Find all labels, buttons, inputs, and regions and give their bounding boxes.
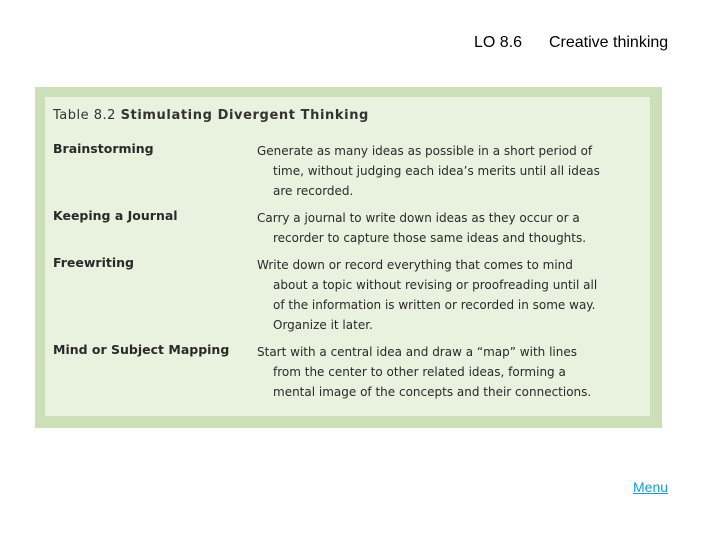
table-image-frame bbox=[35, 87, 662, 428]
table-label: Table 8.2 bbox=[53, 108, 116, 123]
row-term: Freewriting bbox=[53, 255, 134, 270]
row-definition bbox=[257, 342, 637, 402]
row-term: Mind or Subject Mapping bbox=[53, 342, 230, 357]
definition-line: Generate as many ideas as possible in a short period of bbox=[257, 144, 593, 158]
divergent-thinking-table bbox=[45, 97, 650, 416]
definition-line: of the information is written or recorded in some way. bbox=[273, 298, 596, 312]
definition-line: are recorded. bbox=[273, 184, 354, 198]
table-title: Stimulating Divergent Thinking bbox=[120, 108, 369, 123]
definition-line: Start with a central idea and draw a “map” with lines bbox=[257, 345, 577, 359]
slide-header bbox=[0, 34, 720, 56]
definition-line: Organize it later. bbox=[273, 318, 373, 332]
row-definition bbox=[257, 208, 637, 248]
definition-line: time, without judging each idea’s merits until all ideas bbox=[273, 164, 600, 178]
slide-title: Creative thinking bbox=[549, 34, 669, 51]
table-heading bbox=[53, 108, 369, 123]
definition-line: about a topic without revising or proofreading until all bbox=[273, 278, 598, 292]
definition-line: from the center to other related ideas, forming a bbox=[273, 365, 566, 379]
learning-objective: LO 8.6 bbox=[474, 34, 523, 51]
row-definition bbox=[257, 255, 637, 335]
menu-link[interactable]: Menu bbox=[633, 479, 669, 495]
definition-line: mental image of the concepts and their connections. bbox=[273, 385, 592, 399]
definition-line: Carry a journal to write down ideas as they occur or a bbox=[257, 211, 580, 225]
row-term: Keeping a Journal bbox=[53, 208, 178, 223]
definition-line: Write down or record everything that comes to mind bbox=[257, 258, 573, 272]
row-definition bbox=[257, 141, 637, 201]
row-term: Brainstorming bbox=[53, 141, 154, 156]
definition-line: recorder to capture those same ideas and thoughts. bbox=[273, 231, 587, 245]
